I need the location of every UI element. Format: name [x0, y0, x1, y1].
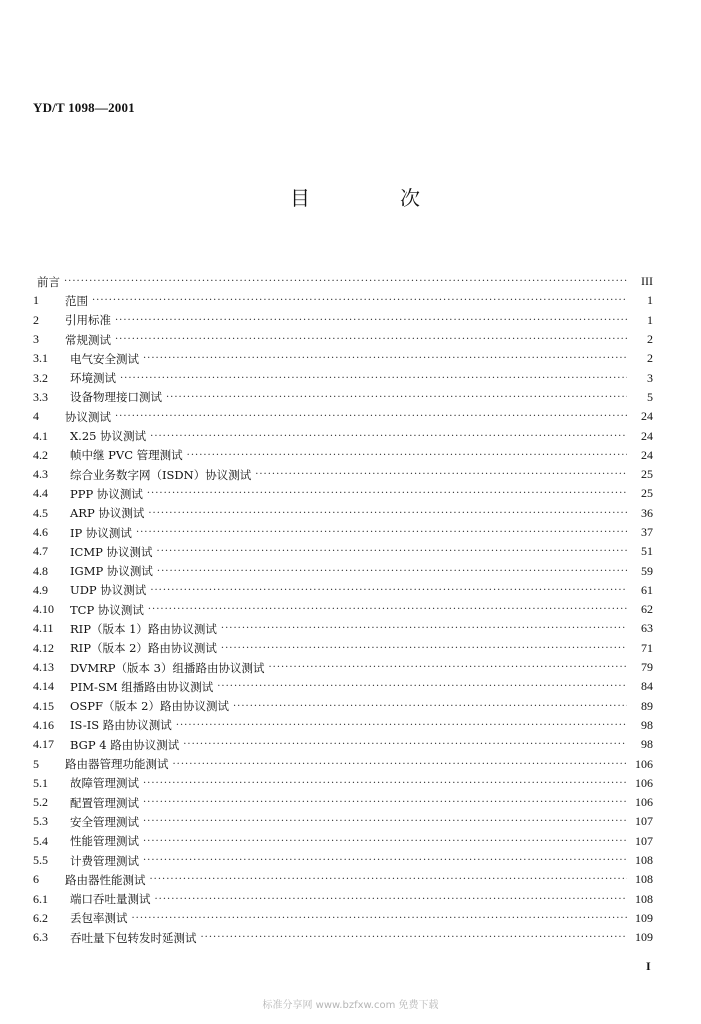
toc-entry[interactable]: [33, 909, 653, 928]
toc-entry-label: OSPF（版本 2）路由协议测试: [70, 699, 229, 714]
toc-entry[interactable]: [33, 272, 653, 291]
toc-entry-label: 协议测试: [65, 409, 111, 424]
document-id: YD/T 1098—2001: [33, 100, 135, 115]
toc-entry-page: 25: [641, 467, 653, 482]
toc-entry-page: 63: [641, 621, 653, 636]
toc-leader-dots: [255, 469, 627, 480]
toc-leader-dots: [183, 739, 627, 750]
toc-entry[interactable]: [33, 600, 653, 619]
toc-entry-label: PPP 协议测试: [70, 486, 143, 501]
toc-entry[interactable]: [33, 465, 653, 484]
toc-entry-page: 62: [641, 602, 653, 617]
toc-entry-label: 路由器性能测试: [65, 872, 146, 887]
toc-entry[interactable]: [33, 928, 653, 947]
toc-entry[interactable]: [33, 658, 653, 677]
toc-entry[interactable]: [33, 426, 653, 445]
toc-leader-dots: [143, 836, 627, 847]
title-char-right: 次: [400, 186, 420, 210]
toc-entry-page: 79: [641, 660, 653, 675]
toc-leader-dots: [115, 334, 627, 345]
toc-entry-number: 4.1: [33, 428, 48, 443]
toc-entry[interactable]: [33, 523, 653, 542]
toc-entry-label: ARP 协议测试: [70, 506, 145, 521]
toc-leader-dots: [221, 643, 627, 654]
toc-entry-number: 4.5: [33, 505, 48, 520]
toc-leader-dots: [143, 816, 627, 827]
toc-entry-label: 综合业务数字网（ISDN）协议测试: [70, 467, 252, 482]
toc-entry-label: IS-IS 路由协议测试: [70, 718, 172, 733]
toc-entry[interactable]: [33, 754, 653, 773]
toc-leader-dots: [148, 604, 627, 615]
toc-entry-label: RIP（版本 2）路由协议测试: [70, 641, 217, 656]
toc-entry[interactable]: [33, 581, 653, 600]
toc-entry-label: DVMRP（版本 3）组播路由协议测试: [70, 660, 265, 675]
toc-entry-number: 5.4: [33, 833, 48, 848]
toc-leader-dots: [221, 623, 627, 634]
toc-entry[interactable]: [33, 677, 653, 696]
toc-entry-page: 106: [635, 775, 653, 790]
toc-entry-page: 1: [647, 312, 653, 327]
toc-entry-page: 109: [635, 930, 653, 945]
toc-entry-number: 1: [33, 293, 39, 308]
toc-entry[interactable]: [33, 890, 653, 909]
toc-leader-dots: [143, 855, 627, 866]
toc-entry-number: 2: [33, 312, 39, 327]
toc-entry[interactable]: [33, 793, 653, 812]
toc-entry-number: 4.7: [33, 544, 48, 559]
toc-entry-label: IGMP 协议测试: [70, 564, 153, 579]
toc-entry[interactable]: [33, 832, 653, 851]
toc-entry-page: 106: [635, 756, 653, 771]
toc-leader-dots: [143, 797, 627, 808]
toc-entry-label: TCP 协议测试: [70, 602, 144, 617]
toc-leader-dots: [217, 681, 627, 692]
toc-leader-dots: [187, 450, 627, 461]
toc-leader-dots: [148, 508, 627, 519]
toc-entry-number: 3.2: [33, 370, 48, 385]
toc-entry[interactable]: [33, 774, 653, 793]
toc-entry-label: 吞吐量下包转发时延测试: [70, 930, 197, 945]
toc-entry-number: 4.17: [33, 737, 54, 752]
toc-leader-dots: [64, 276, 627, 287]
toc-entry-number: 4.11: [33, 621, 54, 636]
toc-entry-page: 98: [641, 717, 653, 732]
toc-entry[interactable]: [33, 504, 653, 523]
toc-leader-dots: [115, 315, 627, 326]
toc-entry-number: 5.3: [33, 814, 48, 829]
toc-entry-label: 性能管理测试: [70, 834, 139, 849]
toc-entry-label: X.25 协议测试: [70, 429, 147, 444]
toc-entry-label: 常规测试: [65, 332, 111, 347]
toc-entry-number: 4.10: [33, 602, 54, 617]
toc-entry[interactable]: [33, 368, 653, 387]
toc-entry-label: 丢包率测试: [70, 911, 128, 926]
toc-entry-label: RIP（版本 1）路由协议测试: [70, 621, 217, 636]
toc-entry-page: 98: [641, 737, 653, 752]
toc-leader-dots: [157, 546, 627, 557]
toc-entry-label: 帧中继 PVC 管理测试: [70, 448, 183, 463]
toc-entry-number: 4.4: [33, 486, 48, 501]
toc-entry-number: 6.2: [33, 910, 48, 925]
toc-entry-number: 4.6: [33, 525, 48, 539]
toc-entry[interactable]: [33, 446, 653, 465]
toc-entry-page: 106: [635, 795, 653, 810]
toc-entry-number: 3: [33, 332, 39, 347]
toc-entry-label: 计费管理测试: [70, 853, 139, 868]
toc-entry[interactable]: [33, 291, 653, 310]
toc-entry-label: 路由器管理功能测试: [65, 757, 169, 772]
toc-entry[interactable]: [33, 388, 653, 407]
toc-entry-page: 107: [635, 814, 653, 829]
toc-entry-number: 5.2: [33, 795, 48, 810]
toc-entry-page: 36: [641, 505, 653, 520]
toc-entry-number: 4.8: [33, 563, 48, 578]
toc-entry-page: 5: [647, 389, 653, 404]
toc-entry-label: 引用标准: [65, 313, 111, 328]
toc-entry-label: BGP 4 路由协议测试: [70, 737, 180, 752]
toc-entry-page: 89: [641, 698, 653, 713]
toc-entry-number: 6: [33, 872, 39, 887]
toc-leader-dots: [150, 874, 628, 885]
toc-leader-dots: [150, 585, 627, 596]
toc-leader-dots: [166, 392, 627, 403]
toc-entry-page: 2: [647, 332, 653, 347]
toc-leader-dots: [143, 778, 627, 789]
toc-entry[interactable]: [33, 716, 653, 735]
toc-entry[interactable]: [33, 639, 653, 658]
toc-entry-page: III: [641, 274, 653, 289]
toc-entry-page: 108: [635, 891, 653, 906]
toc-entry-number: 4.3: [33, 467, 48, 482]
toc-entry-label: 故障管理测试: [70, 776, 139, 791]
toc-entry-number: 4.9: [33, 582, 48, 597]
toc-leader-dots: [150, 431, 627, 442]
toc-entry-page: 24: [641, 428, 653, 443]
toc-leader-dots: [201, 932, 628, 943]
toc-entry[interactable]: [33, 349, 653, 368]
toc-entry-label: 电气安全测试: [70, 351, 139, 366]
toc-entry-page: 24: [641, 409, 653, 424]
toc-entry-page: 25: [641, 486, 653, 501]
toc-entry-number: 4.15: [33, 698, 54, 713]
toc-entry-number: 6.1: [33, 891, 48, 906]
toc-leader-dots: [233, 701, 627, 712]
toc-entry-page: 108: [635, 853, 653, 868]
toc-entry-page: 71: [641, 640, 653, 655]
toc-entry-page: 3: [647, 370, 653, 385]
toc-entry-page: 107: [635, 833, 653, 848]
toc-leader-dots: [155, 894, 628, 905]
toc-entry[interactable]: [33, 697, 653, 716]
toc-entry-label: 配置管理测试: [70, 795, 139, 810]
toc-entry-label: 前言: [37, 274, 60, 289]
toc-leader-dots: [147, 488, 627, 499]
toc-entry-page: 84: [641, 679, 653, 694]
toc-entry-label: ICMP 协议测试: [70, 544, 153, 559]
toc-entry-label: IP 协议测试: [70, 525, 132, 540]
toc-leader-dots: [136, 527, 627, 538]
title-char-left: 目: [290, 186, 310, 210]
toc-entry[interactable]: [33, 561, 653, 580]
toc-entry-page: 108: [635, 872, 653, 887]
toc-entry-number: 5.1: [33, 775, 48, 790]
toc-entry-number: 4.14: [33, 679, 54, 694]
toc-entry[interactable]: [33, 812, 653, 831]
toc-entry[interactable]: [33, 851, 653, 870]
toc-entry[interactable]: [33, 330, 653, 349]
toc-entry-number: 4.13: [33, 660, 54, 675]
toc-entry-number: 3.3: [33, 389, 48, 404]
toc-entry-label: 设备物理接口测试: [70, 390, 162, 405]
toc-entry-number: 4.12: [33, 640, 54, 655]
watermark: 标准分享网 www.bzfxw.com 免费下载: [262, 1000, 439, 1011]
toc-entry[interactable]: [33, 542, 653, 561]
toc-entry-number: 4.16: [33, 717, 54, 732]
toc-entry-label: 安全管理测试: [70, 814, 139, 829]
toc-entry[interactable]: [33, 484, 653, 503]
toc-leader-dots: [115, 411, 627, 422]
toc-leader-dots: [120, 373, 627, 384]
toc-entry-number: 5: [33, 756, 39, 771]
toc-entry[interactable]: [33, 311, 653, 330]
toc-entry-number: 5.5: [33, 853, 48, 868]
toc-leader-dots: [132, 913, 628, 924]
toc-entry-label: UDP 协议测试: [70, 583, 147, 598]
toc-leader-dots: [157, 566, 627, 577]
toc-entry-page: 2: [647, 351, 653, 366]
table-of-contents: [33, 272, 653, 947]
toc-entry-page: 109: [635, 910, 653, 925]
toc-entry-page: 24: [641, 447, 653, 462]
toc-entry-number: 6.3: [33, 930, 48, 945]
toc-entry-page: 37: [641, 525, 653, 539]
toc-entry-number: 4.2: [33, 447, 48, 462]
toc-entry-page: 1: [647, 293, 653, 308]
page-title: [290, 182, 420, 211]
toc-entry-number: 3.1: [33, 351, 48, 366]
toc-entry-label: 范围: [65, 293, 88, 308]
toc-leader-dots: [173, 759, 628, 770]
toc-entry[interactable]: [33, 407, 653, 426]
toc-leader-dots: [176, 720, 627, 731]
toc-entry-label: 环境测试: [70, 371, 116, 386]
toc-entry[interactable]: [33, 619, 653, 638]
toc-entry-label: PIM-SM 组播路由协议测试: [70, 679, 214, 694]
toc-entry-page: 59: [641, 563, 653, 578]
toc-entry[interactable]: [33, 870, 653, 889]
toc-entry[interactable]: [33, 735, 653, 754]
toc-entry-label: 端口吞吐量测试: [70, 892, 151, 907]
toc-entry-page: 61: [641, 582, 653, 597]
page-number: I: [646, 959, 651, 973]
toc-leader-dots: [92, 295, 627, 306]
toc-entry-page: 51: [641, 544, 653, 559]
toc-leader-dots: [268, 662, 627, 673]
toc-leader-dots: [143, 353, 627, 364]
toc-entry-number: 4: [33, 409, 39, 424]
